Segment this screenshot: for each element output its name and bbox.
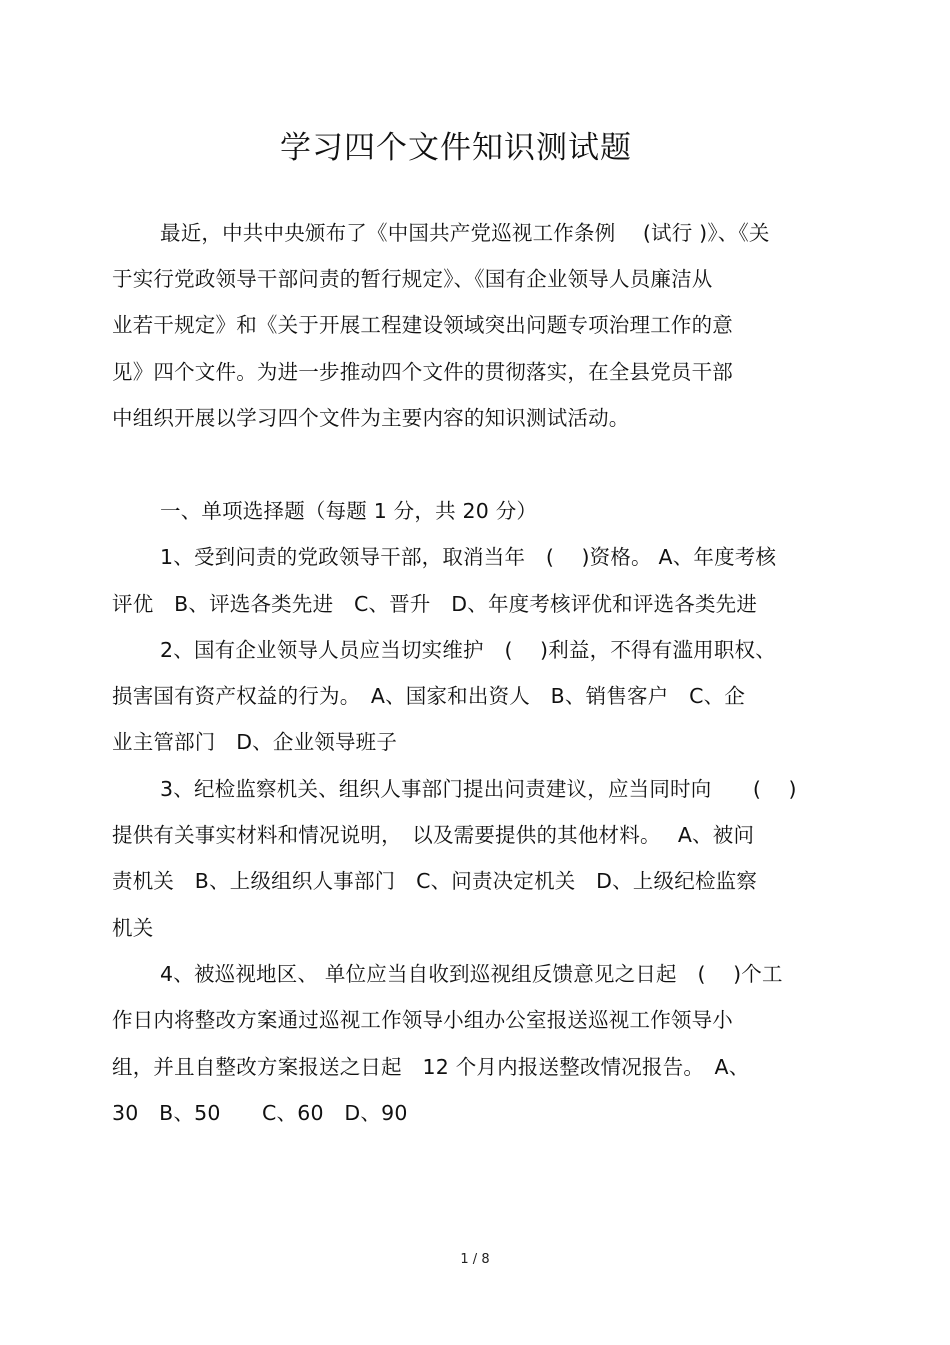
question-line: 机关 [112, 916, 154, 940]
question-line: 责机关 B、上级组织人事部门 C、问责决定机关 D、上级纪检监察 [112, 869, 758, 893]
intro-line: 业若干规定》和《关于开展工程建设领域突出问题专项治理工作的意 [112, 313, 733, 337]
question-line: 损害国有资产权益的行为。 A、国家和出资人 B、销售客户 C、企 [112, 684, 746, 708]
question-line: 提供有关事实材料和情况说明， 以及需要提供的其他材料。 A、被问 [112, 823, 755, 847]
question-line: 作日内将整改方案通过巡视工作领导小组办公室报送巡视工作领导小 [112, 1008, 733, 1032]
question-line: 4、被巡视地区、 单位应当自收到巡视组反馈意见之日起 ( )个工 [160, 962, 783, 986]
section-heading: 一、单项选择题（每题 1 分，共 20 分） [160, 499, 538, 523]
question-line: 1、受到问责的党政领导干部，取消当年 ( )资格。 A、年度考核 [160, 545, 777, 569]
question-line: 30 B、50 C、60 D、90 [112, 1101, 408, 1125]
intro-line: 最近，中共中央颁布了《中国共产党巡视工作条例 (试行 )》、《关 [160, 221, 770, 245]
page-indicator: 1 / 8 [460, 1252, 490, 1267]
question-line: 业主管部门 D、企业领导班子 [112, 730, 398, 754]
question-line: 3、纪检监察机关、组织人事部门提出问责建议，应当同时向 ( ) [160, 777, 797, 801]
question-line: 组，并且自整改方案报送之日起 12 个月内报送整改情况报告。 A、 [112, 1055, 750, 1079]
intro-line: 见》四个文件。为进一步推动四个文件的贯彻落实，在全县党员干部 [112, 360, 733, 384]
document-title: 学习四个文件知识测试题 [280, 130, 632, 166]
intro-line: 于实行党政领导干部问责的暂行规定》、《国有企业领导人员廉洁从 [112, 267, 713, 291]
question-line: 评优 B、评选各类先进 C、晋升 D、年度考核评优和评选各类先进 [112, 592, 758, 616]
question-line: 2、国有企业领导人员应当切实维护 ( )利益，不得有滥用职权、 [160, 638, 776, 662]
intro-line: 中组织开展以学习四个文件为主要内容的知识测试活动。 [112, 406, 630, 430]
